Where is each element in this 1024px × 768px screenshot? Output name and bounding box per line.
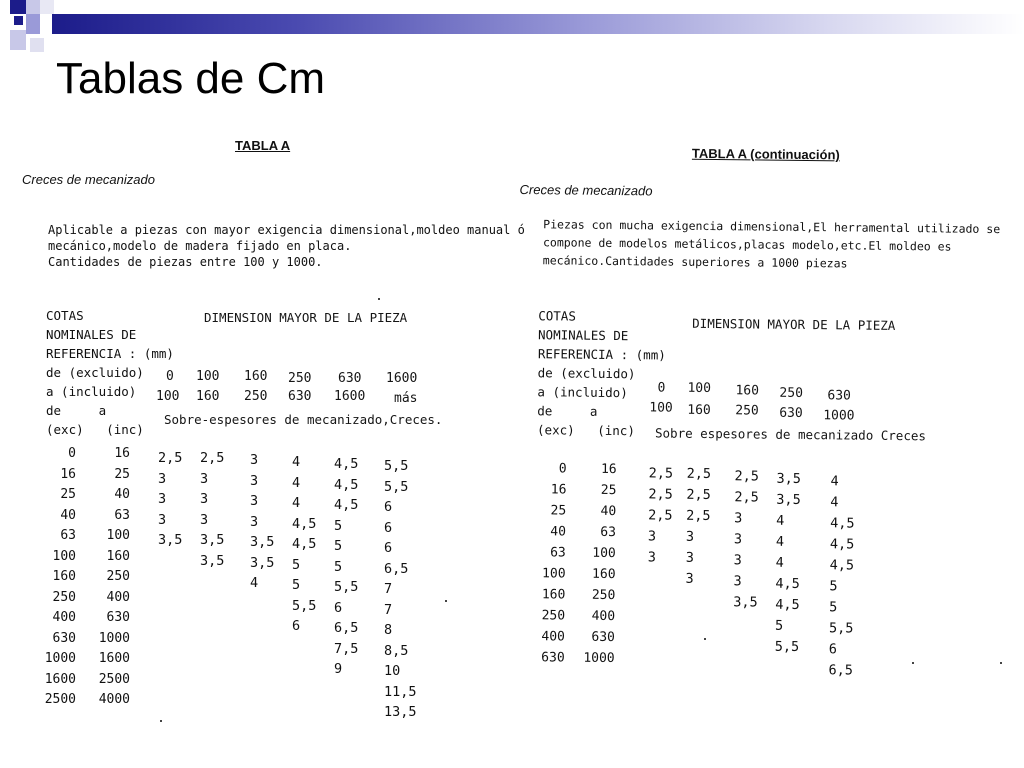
right-sobre-label: Sobre espesores de mecanizado Creces [654,425,927,444]
left-value-column-3: 3 3 3 3 3,5 3,5 4 [250,452,275,591]
left-value-column-4: 4 4 4 4,5 4,5 5 5 5,5 6 [292,454,317,634]
deco-square-3 [40,0,54,14]
left-de-column: 0 16 25 40 63 100 160 250 400 630 1000 1600 2500 [44,446,76,707]
deco-square-8 [30,38,44,52]
right-heading: TABLA A (continuación) [691,145,840,163]
left-heading: TABLA A [235,138,291,153]
deco-square-5 [14,16,23,25]
title-bar-gradient [52,14,1024,34]
scan-speck [1000,662,1002,664]
scan-speck [445,600,447,602]
left-value-column-6: 5,5 5,5 6 6 6 6,5 7 7 8 8,5 10 11,5 13,5 [384,458,417,720]
right-paragraph: Piezas con mucha exigencia dimensional,El herramental utilizado se compone de modelos metálicos,placas modelo,etc.El moldeo es mecánico.Cantidades superiores a 1000 piezas [542,217,1001,271]
slide-title: Tablas de Cm [56,54,326,103]
left-subheading: Creces de mecanizado [22,172,155,187]
left-dim-label: DIMENSION MAYOR DE LA PIEZA [204,310,408,325]
scan-speck [912,662,914,664]
left-a-column: 16 25 40 63 100 160 250 400 630 1000 1600 2500 4000 [98,446,130,707]
right-de-column: 0 16 25 40 63 100 160 250 400 630 [541,461,567,666]
deco-square-6 [26,14,40,34]
left-value-column-1: 2,5 3 3 3 3,5 [158,450,183,548]
right-cotas-label: COTAS NOMINALES DE REFERENCIA : (mm) de (excluido) a (incluido) de a (exc) (inc) [536,308,666,439]
deco-square-7 [10,30,26,50]
scan-speck [378,298,380,300]
right-ranges: 0 100 160 250 630 100 160 250 630 1000 [649,380,855,424]
right-subheading: Creces de mecanizado [519,181,653,199]
right-a-column: 16 25 40 63 100 160 250 400 630 1000 [583,461,617,667]
left-cotas-label: COTAS NOMINALES DE REFERENCIA : (mm) de (excluido) a (incluido) de a (exc) (inc) [46,308,174,437]
scan-speck [160,720,162,722]
right-value-column-2: 2,5 2,5 2,5 3 3 3 [685,465,712,587]
right-value-column-1: 2,5 2,5 2,5 3 3 [647,465,674,566]
left-value-column-2: 2,5 3 3 3 3,5 3,5 [200,450,225,569]
left-paragraph: Aplicable a piezas con mayor exigencia dimensional,moldeo manual ó mecánico,modelo de madera fijado en placa. Cantidades de piezas entre 100 y 1000. [48,223,525,270]
left-sobre-label: Sobre-espesores de mecanizado,Creces. [164,412,443,427]
right-value-column-5: 4 4 4,5 4,5 4,5 5 5 5,5 6 6,5 [828,473,855,679]
left-value-column-5: 4,5 4,5 4,5 5 5 5 5,5 6 6,5 7,5 9 [334,456,359,677]
right-value-column-3: 2,5 2,5 3 3 3 3 3,5 [733,468,760,611]
right-value-column-4: 3,5 3,5 4 4 4 4,5 4,5 5 5,5 [774,470,802,655]
deco-square-2 [26,0,40,14]
scan-speck [704,638,706,640]
deco-square-1 [10,0,26,14]
right-dim-label: DIMENSION MAYOR DE LA PIEZA [692,315,896,333]
